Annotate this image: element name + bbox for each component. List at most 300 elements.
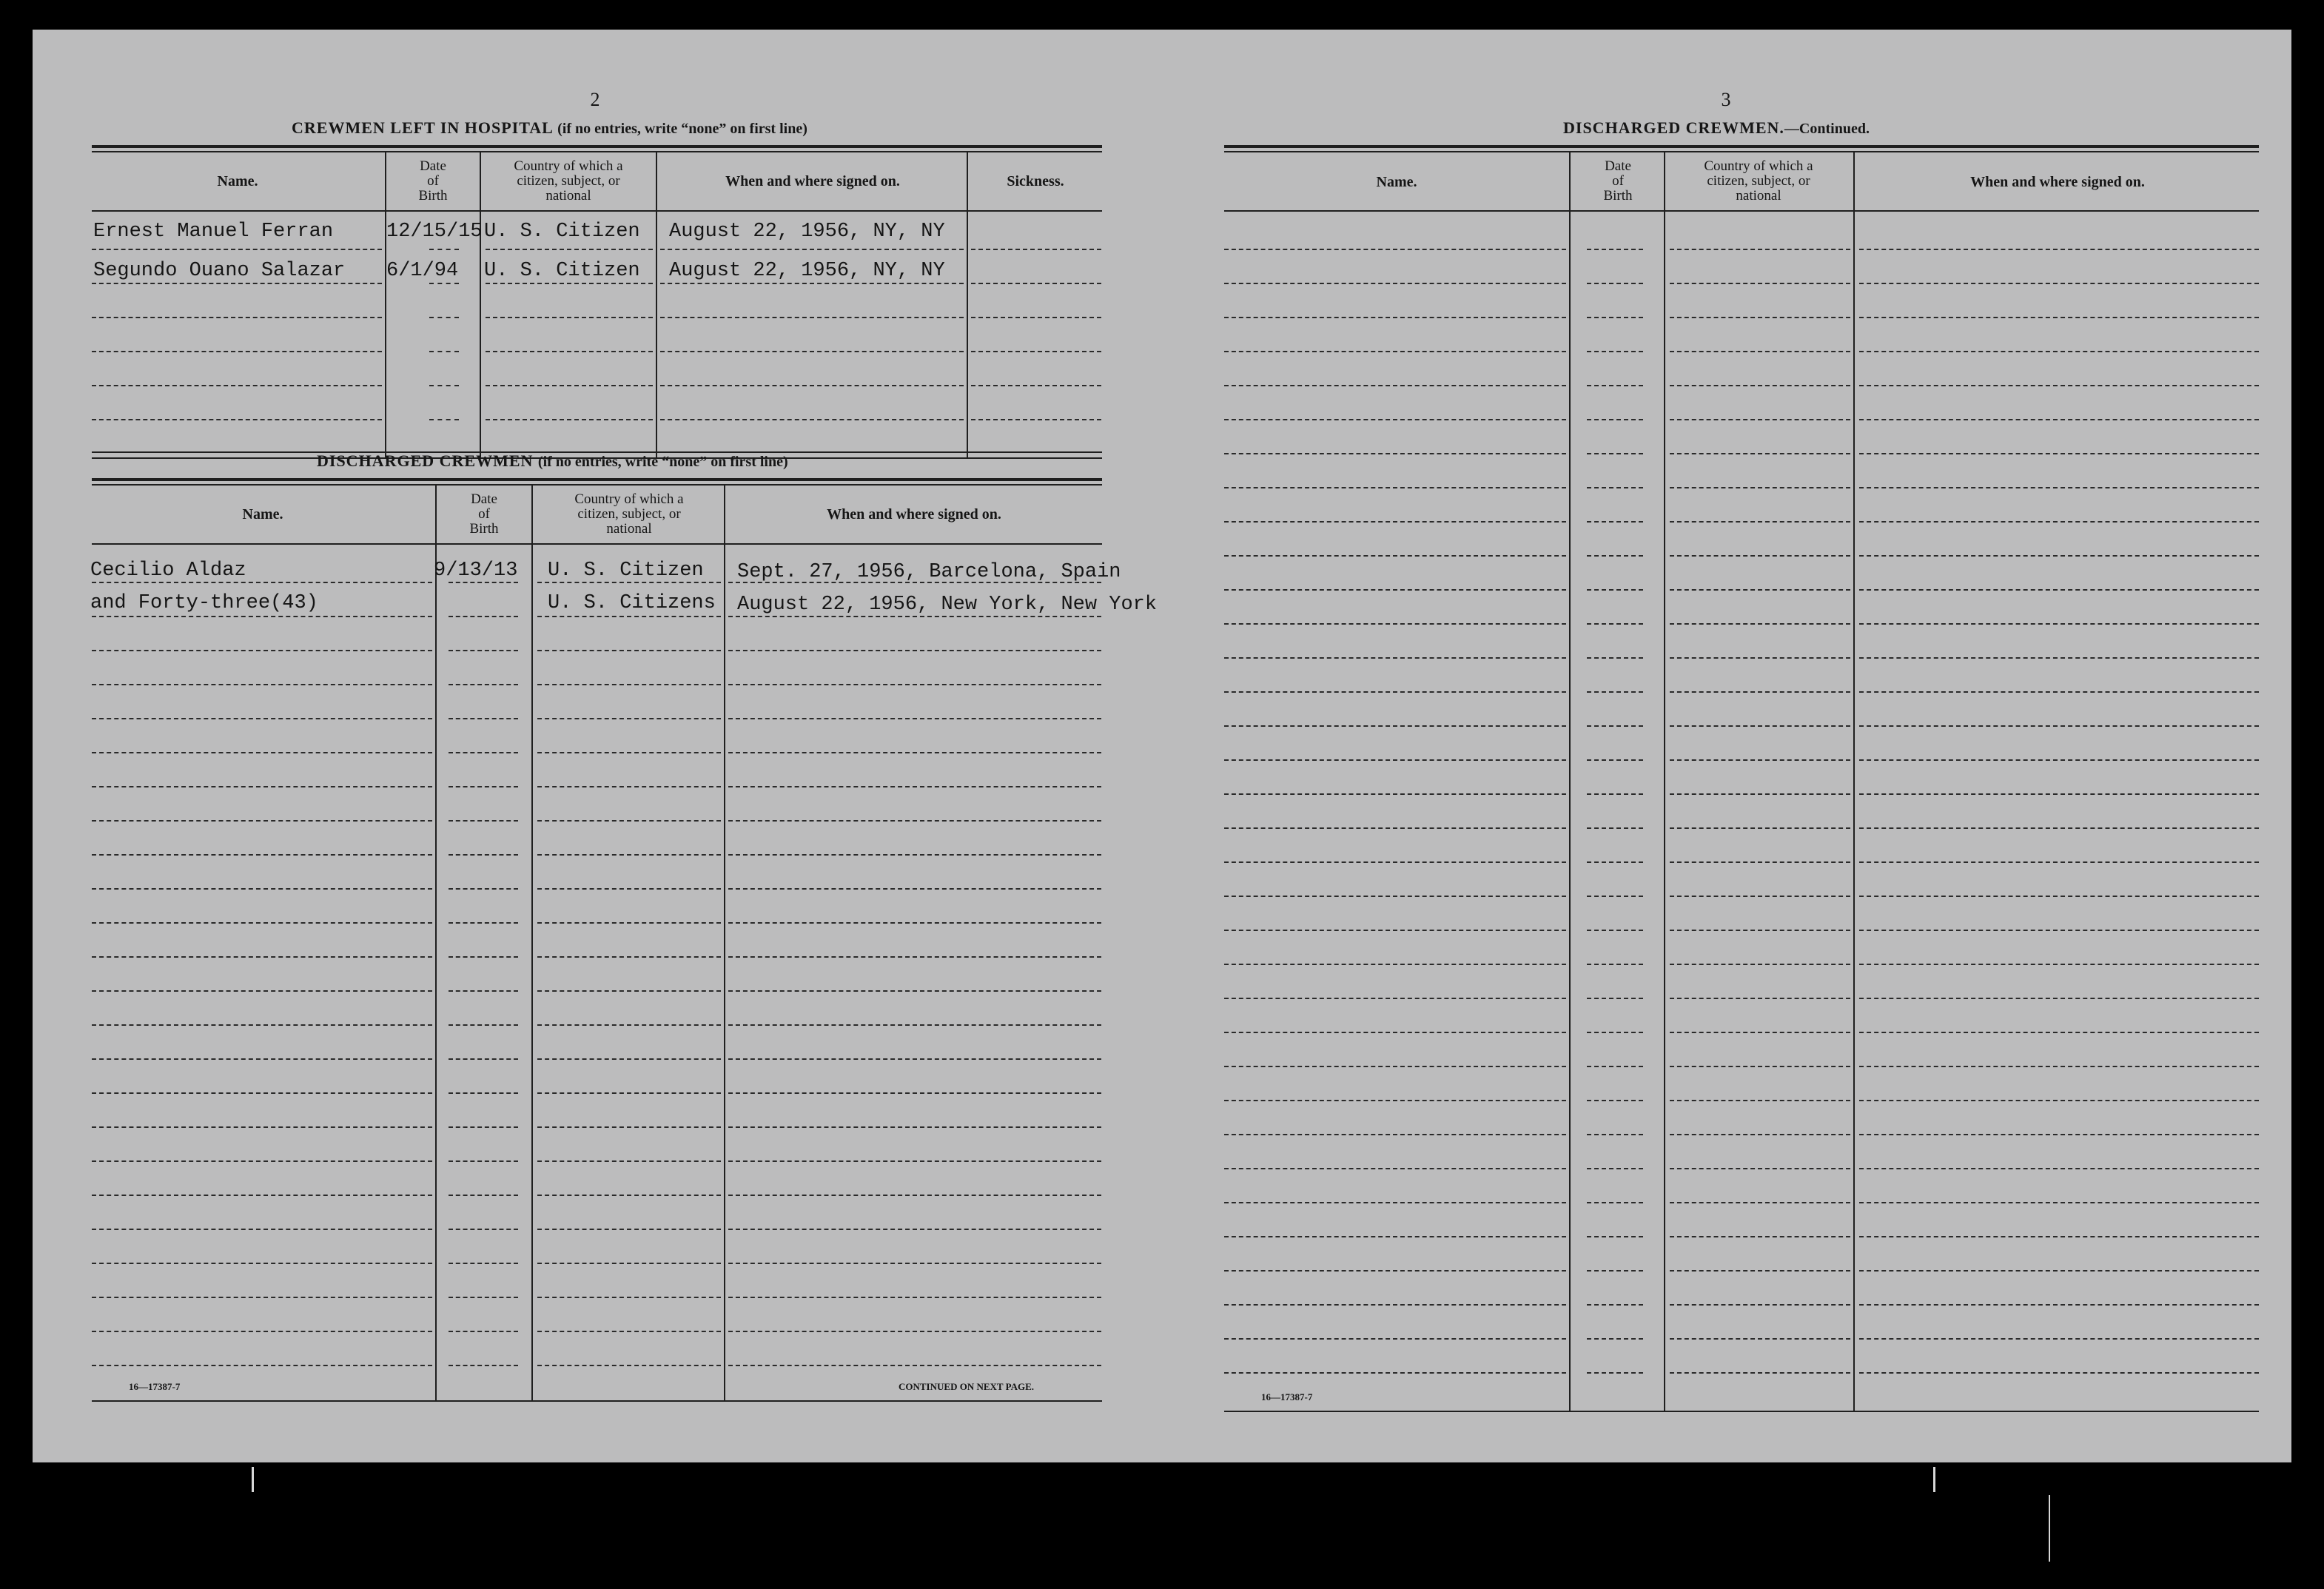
ruled-line <box>1587 249 1643 250</box>
ruled-line <box>1224 351 1566 352</box>
ruled-line <box>1587 691 1643 693</box>
ruled-line <box>1670 487 1850 488</box>
ruled-line <box>1587 419 1643 420</box>
ruled-line <box>449 582 518 583</box>
ruled-line <box>449 820 518 822</box>
ruled-line <box>1670 964 1850 965</box>
ruled-line <box>1670 385 1850 386</box>
ruled-line <box>1859 1202 2259 1203</box>
discharged-section-title <box>317 451 788 471</box>
right-subtitle: —Continued. <box>1784 121 1870 137</box>
page-number: 3 <box>1721 89 1731 110</box>
ruled-line <box>1670 1304 1850 1306</box>
hospital-row-2-country: U. S. Citizen <box>484 260 640 282</box>
discharged-row-2-country: U. S. Citizens <box>548 592 716 614</box>
ruled-line <box>1587 759 1643 761</box>
ruled-line <box>1670 623 1850 625</box>
ruled-line <box>1859 589 2259 591</box>
ruled-line <box>728 1160 1101 1162</box>
ruled-line <box>1224 998 1566 999</box>
ruled-line <box>449 752 518 753</box>
ruled-line <box>449 990 518 992</box>
col-header-sickness: Sickness. <box>1007 173 1064 189</box>
ruled-line <box>1670 1168 1850 1169</box>
right-vline-1 <box>1569 152 1571 1412</box>
ruled-line <box>537 990 721 992</box>
ruled-line <box>1587 487 1643 488</box>
ruled-line <box>537 1092 721 1094</box>
ruled-line <box>1224 1372 1566 1374</box>
ruled-line <box>1859 1066 2259 1067</box>
ruled-line <box>1224 896 1566 897</box>
ruled-line <box>1587 964 1643 965</box>
ruled-line <box>1859 1236 2259 1237</box>
ruled-line <box>486 419 653 420</box>
ruled-line <box>92 820 432 822</box>
col-header-country: Country of which a citizen, subject, or national <box>514 158 623 204</box>
ruled-line <box>92 1024 432 1026</box>
col-header-name: Name. <box>217 173 258 189</box>
ruled-line <box>1224 691 1566 693</box>
ruled-line <box>728 684 1101 685</box>
ruled-line <box>92 650 432 651</box>
ruled-line <box>1587 317 1643 318</box>
ruled-line <box>1859 691 2259 693</box>
continued-note: CONTINUED ON NEXT PAGE. <box>899 1381 1034 1392</box>
right-title: DISCHARGED CREWMEN. <box>1563 118 1784 137</box>
ruled-line <box>1670 691 1850 693</box>
ruled-line <box>1224 487 1566 488</box>
hospital-title: CREWMEN LEFT IN HOSPITAL <box>292 118 553 137</box>
ruled-line <box>1587 1066 1643 1067</box>
ruled-line <box>449 1263 518 1264</box>
ruled-line <box>449 786 518 787</box>
ruled-line <box>429 249 459 250</box>
ruled-line <box>1224 964 1566 965</box>
hospital-row-1-name: Ernest Manuel Ferran <box>93 221 334 243</box>
ruled-line <box>92 283 382 284</box>
ruled-line <box>728 922 1101 924</box>
ruled-line <box>1670 453 1850 454</box>
ruled-line <box>1859 930 2259 931</box>
ruled-line <box>971 351 1101 352</box>
discharged-col-header-dob: Date of Birth <box>469 491 499 537</box>
ruled-line <box>1587 351 1643 352</box>
right-top-rule <box>1224 145 2259 148</box>
ruled-line <box>1859 1100 2259 1101</box>
ruled-line <box>1670 1100 1850 1101</box>
right-header-rule <box>1224 210 2259 212</box>
ruled-line <box>92 888 432 890</box>
ruled-line <box>486 351 653 352</box>
ruled-line <box>1587 283 1643 284</box>
ruled-line <box>449 1160 518 1162</box>
ruled-line <box>92 854 432 856</box>
ruled-line <box>92 684 432 685</box>
ruled-line <box>1670 283 1850 284</box>
ruled-line <box>1224 827 1566 829</box>
ruled-line <box>1670 827 1850 829</box>
ruled-line <box>537 956 721 958</box>
ruled-line <box>1670 1032 1850 1033</box>
hospital-subtitle: (if no entries, write “none” on first line) <box>557 121 807 137</box>
ruled-line <box>1224 861 1566 863</box>
ruled-line <box>486 283 653 284</box>
ruled-line <box>1224 385 1566 386</box>
ruled-line <box>1587 725 1643 727</box>
discharged-col-header-signed: When and where signed on. <box>827 506 1001 523</box>
ruled-line <box>1224 1066 1566 1067</box>
ruled-line <box>1670 1372 1850 1374</box>
ruled-line <box>92 351 382 352</box>
ruled-line <box>1587 998 1643 999</box>
ruled-line <box>1587 1202 1643 1203</box>
ruled-line <box>1224 453 1566 454</box>
ruled-line <box>449 1229 518 1230</box>
ruled-line <box>1859 896 2259 897</box>
ruled-line <box>1859 521 2259 523</box>
form-code: 16—17387-7 <box>129 1381 181 1392</box>
ruled-line <box>449 1092 518 1094</box>
ruled-line <box>537 922 721 924</box>
ruled-line <box>971 317 1101 318</box>
ruled-line <box>449 1058 518 1060</box>
right-top-rule-2 <box>1224 151 2259 152</box>
hospital-row-1-dob: 12/15/15 <box>386 221 483 243</box>
ruled-line <box>728 1126 1101 1128</box>
ruled-line <box>1670 1134 1850 1135</box>
ruled-line <box>1587 1372 1643 1374</box>
ruled-line <box>1224 759 1566 761</box>
ruled-line <box>92 1160 432 1162</box>
ruled-line <box>429 419 459 420</box>
ruled-line <box>1587 385 1643 386</box>
ruled-line <box>1670 1338 1850 1340</box>
scan-mark <box>252 1467 254 1492</box>
ruled-line <box>537 1365 721 1366</box>
hospital-vline-3 <box>656 152 657 457</box>
discharged-row-1-signed: Sept. 27, 1956, Barcelona, Spain <box>737 561 1121 583</box>
ruled-line <box>728 956 1101 958</box>
ruled-line <box>92 616 432 617</box>
ruled-line <box>1587 1100 1643 1101</box>
ruled-line <box>1670 555 1850 557</box>
ruled-line <box>971 283 1101 284</box>
ruled-line <box>429 317 459 318</box>
ruled-line <box>92 1365 432 1366</box>
ruled-line <box>1587 793 1643 795</box>
ruled-line <box>1859 1270 2259 1271</box>
ruled-line <box>1859 317 2259 318</box>
discharged-row-2-signed: August 22, 1956, New York, New York <box>737 594 1158 616</box>
ruled-line <box>1224 283 1566 284</box>
ruled-line <box>537 1229 721 1230</box>
ruled-line <box>1859 725 2259 727</box>
ruled-line <box>1224 1236 1566 1237</box>
ruled-line <box>1224 317 1566 318</box>
discharged-col-header-country: Country of which a citizen, subject, or national <box>574 491 684 537</box>
ruled-line <box>1859 385 2259 386</box>
ruled-line <box>1587 521 1643 523</box>
ruled-line <box>1224 1270 1566 1271</box>
ruled-line <box>1224 249 1566 250</box>
ruled-line <box>449 1126 518 1128</box>
ruled-line <box>449 684 518 685</box>
ruled-line <box>1224 623 1566 625</box>
ruled-line <box>486 385 653 386</box>
ruled-line <box>1587 589 1643 591</box>
ruled-line <box>1587 1032 1643 1033</box>
right-col-header-name: Name. <box>1376 174 1417 190</box>
ruled-line <box>660 419 964 420</box>
ruled-line <box>1224 657 1566 659</box>
ruled-line <box>1859 657 2259 659</box>
ruled-line <box>1859 1134 2259 1135</box>
ruled-line <box>537 1024 721 1026</box>
hospital-row-2-name: Segundo Ouano Salazar <box>93 260 346 282</box>
ruled-line <box>1670 1202 1850 1203</box>
ruled-line <box>1587 827 1643 829</box>
ruled-line <box>728 1297 1101 1298</box>
ruled-line <box>1859 998 2259 999</box>
hospital-header-rule <box>92 210 1102 212</box>
right-vline-2 <box>1664 152 1665 1412</box>
hospital-row-2-dob: 6/1/94 <box>386 260 459 282</box>
ruled-line <box>92 582 432 583</box>
ruled-line <box>1859 351 2259 352</box>
ruled-line <box>537 752 721 753</box>
ruled-line <box>1587 1270 1643 1271</box>
ruled-line <box>1670 1236 1850 1237</box>
ruled-line <box>1224 793 1566 795</box>
ruled-line <box>728 1331 1101 1332</box>
ruled-line <box>537 718 721 719</box>
ruled-line <box>486 317 653 318</box>
ruled-line <box>1587 1304 1643 1306</box>
hospital-vline-2 <box>480 152 481 457</box>
ruled-line <box>92 249 382 250</box>
ruled-line <box>537 854 721 856</box>
discharged-row-1-dob: 9/13/13 <box>434 560 518 582</box>
ruled-line <box>1670 521 1850 523</box>
ruled-line <box>1859 453 2259 454</box>
ruled-line <box>728 616 1101 617</box>
ruled-line <box>1224 1134 1566 1135</box>
ruled-line <box>1670 657 1850 659</box>
ruled-line <box>92 385 382 386</box>
ruled-line <box>537 616 721 617</box>
ruled-line <box>1859 1338 2259 1340</box>
ruled-line <box>660 283 964 284</box>
ruled-line <box>1587 657 1643 659</box>
ruled-line <box>92 1297 432 1298</box>
ruled-line <box>1587 1338 1643 1340</box>
ruled-line <box>449 1365 518 1366</box>
ruled-line <box>1670 249 1850 250</box>
ruled-line <box>728 990 1101 992</box>
ruled-line <box>449 922 518 924</box>
ruled-line <box>449 650 518 651</box>
ruled-line <box>1670 861 1850 863</box>
discharged-top-rule-2 <box>92 484 1102 486</box>
ruled-line <box>1224 1168 1566 1169</box>
ruled-line <box>1859 964 2259 965</box>
ruled-line <box>728 1092 1101 1094</box>
col-header-dob: Date of Birth <box>418 158 448 204</box>
ruled-line <box>1670 351 1850 352</box>
ruled-line <box>728 786 1101 787</box>
hospital-vline-1 <box>385 152 386 457</box>
scan-mark <box>1933 1467 1935 1492</box>
ruled-line <box>660 249 964 250</box>
document-sheet <box>33 30 2291 1462</box>
ruled-line <box>449 956 518 958</box>
ruled-line <box>1859 793 2259 795</box>
ruled-line <box>660 317 964 318</box>
ruled-line <box>92 956 432 958</box>
ruled-line <box>728 650 1101 651</box>
ruled-line <box>537 1195 721 1196</box>
ruled-line <box>1859 1032 2259 1033</box>
ruled-line <box>537 1331 721 1332</box>
ruled-line <box>537 1297 721 1298</box>
ruled-line <box>92 752 432 753</box>
ruled-line <box>1224 1304 1566 1306</box>
hospital-vline-4 <box>967 152 968 457</box>
ruled-line <box>1587 861 1643 863</box>
ruled-line <box>728 888 1101 890</box>
ruled-line <box>1670 589 1850 591</box>
ruled-line <box>1224 589 1566 591</box>
ruled-line <box>728 820 1101 822</box>
right-col-header-dob: Date of Birth <box>1603 158 1633 204</box>
ruled-line <box>1859 861 2259 863</box>
ruled-line <box>537 684 721 685</box>
ruled-line <box>660 385 964 386</box>
hospital-row-2-signed: August 22, 1956, NY, NY <box>669 260 945 282</box>
discharged-row-1-country: U. S. Citizen <box>548 560 704 582</box>
ruled-line <box>1670 1066 1850 1067</box>
ruled-line <box>971 419 1101 420</box>
form-code: 16—17387-7 <box>1261 1391 1313 1402</box>
ruled-line <box>449 1024 518 1026</box>
ruled-line <box>1670 998 1850 999</box>
hospital-top-rule-2 <box>92 151 1102 152</box>
hospital-row-1-country: U. S. Citizen <box>484 221 640 243</box>
ruled-line <box>1587 1236 1643 1237</box>
ruled-line <box>1859 283 2259 284</box>
ruled-line <box>1224 419 1566 420</box>
ruled-line <box>92 1126 432 1128</box>
ruled-line <box>1670 793 1850 795</box>
ruled-line <box>1670 759 1850 761</box>
ruled-line <box>728 1229 1101 1230</box>
ruled-line <box>1859 419 2259 420</box>
ruled-line <box>660 351 964 352</box>
ruled-line <box>728 752 1101 753</box>
right-bottom-rule <box>1224 1411 2259 1412</box>
ruled-line <box>1587 623 1643 625</box>
discharged-vline-1 <box>435 486 437 1402</box>
ruled-line <box>92 1058 432 1060</box>
discharged-subtitle: (if no entries, write “none” on first line) <box>537 454 788 470</box>
ruled-line <box>1587 1168 1643 1169</box>
ruled-line <box>728 718 1101 719</box>
right-col-header-signed: When and where signed on. <box>1970 174 2145 190</box>
ruled-line <box>449 1331 518 1332</box>
ruled-line <box>1859 487 2259 488</box>
discharged-vline-2 <box>531 486 533 1402</box>
discharged-header-rule <box>92 543 1102 545</box>
ruled-line <box>1587 930 1643 931</box>
ruled-line <box>1670 896 1850 897</box>
ruled-line <box>1224 725 1566 727</box>
ruled-line <box>92 1195 432 1196</box>
scan-mark <box>2049 1495 2050 1562</box>
ruled-line <box>429 283 459 284</box>
ruled-line <box>429 385 459 386</box>
ruled-line <box>1224 930 1566 931</box>
ruled-line <box>1224 1338 1566 1340</box>
ruled-line <box>1587 453 1643 454</box>
ruled-line <box>1224 1100 1566 1101</box>
page-number: 2 <box>590 89 600 110</box>
ruled-line <box>92 1263 432 1264</box>
discharged-title: DISCHARGED CREWMEN <box>317 451 534 470</box>
ruled-line <box>92 922 432 924</box>
ruled-line <box>728 1058 1101 1060</box>
ruled-line <box>1670 930 1850 931</box>
ruled-line <box>1859 1304 2259 1306</box>
col-header-signed: When and where signed on. <box>725 173 900 189</box>
ruled-line <box>1670 1270 1850 1271</box>
ruled-line <box>1224 1202 1566 1203</box>
ruled-line <box>537 888 721 890</box>
ruled-line <box>728 582 1101 583</box>
ruled-line <box>92 317 382 318</box>
ruled-line <box>1224 555 1566 557</box>
right-vline-3 <box>1853 152 1855 1412</box>
ruled-line <box>449 888 518 890</box>
ruled-line <box>728 1195 1101 1196</box>
ruled-line <box>486 249 653 250</box>
discharged-row-2-name: and Forty-three(43) <box>90 592 318 614</box>
hospital-section-title <box>292 118 807 138</box>
ruled-line <box>537 820 721 822</box>
ruled-line <box>1859 623 2259 625</box>
ruled-line <box>1587 1134 1643 1135</box>
ruled-line <box>1587 555 1643 557</box>
discharged-row-1-name: Cecilio Aldaz <box>90 560 246 582</box>
ruled-line <box>449 616 518 617</box>
ruled-line <box>92 990 432 992</box>
ruled-line <box>728 1365 1101 1366</box>
ruled-line <box>537 1126 721 1128</box>
hospital-row-1-signed: August 22, 1956, NY, NY <box>669 221 945 243</box>
ruled-line <box>449 854 518 856</box>
ruled-line <box>1670 725 1850 727</box>
ruled-line <box>92 419 382 420</box>
ruled-line <box>971 249 1101 250</box>
ruled-line <box>1859 759 2259 761</box>
ruled-line <box>92 1092 432 1094</box>
ruled-line <box>1859 555 2259 557</box>
ruled-line <box>1859 1168 2259 1169</box>
ruled-line <box>449 1297 518 1298</box>
ruled-line <box>971 385 1101 386</box>
ruled-line <box>1224 1032 1566 1033</box>
ruled-line <box>537 1263 721 1264</box>
